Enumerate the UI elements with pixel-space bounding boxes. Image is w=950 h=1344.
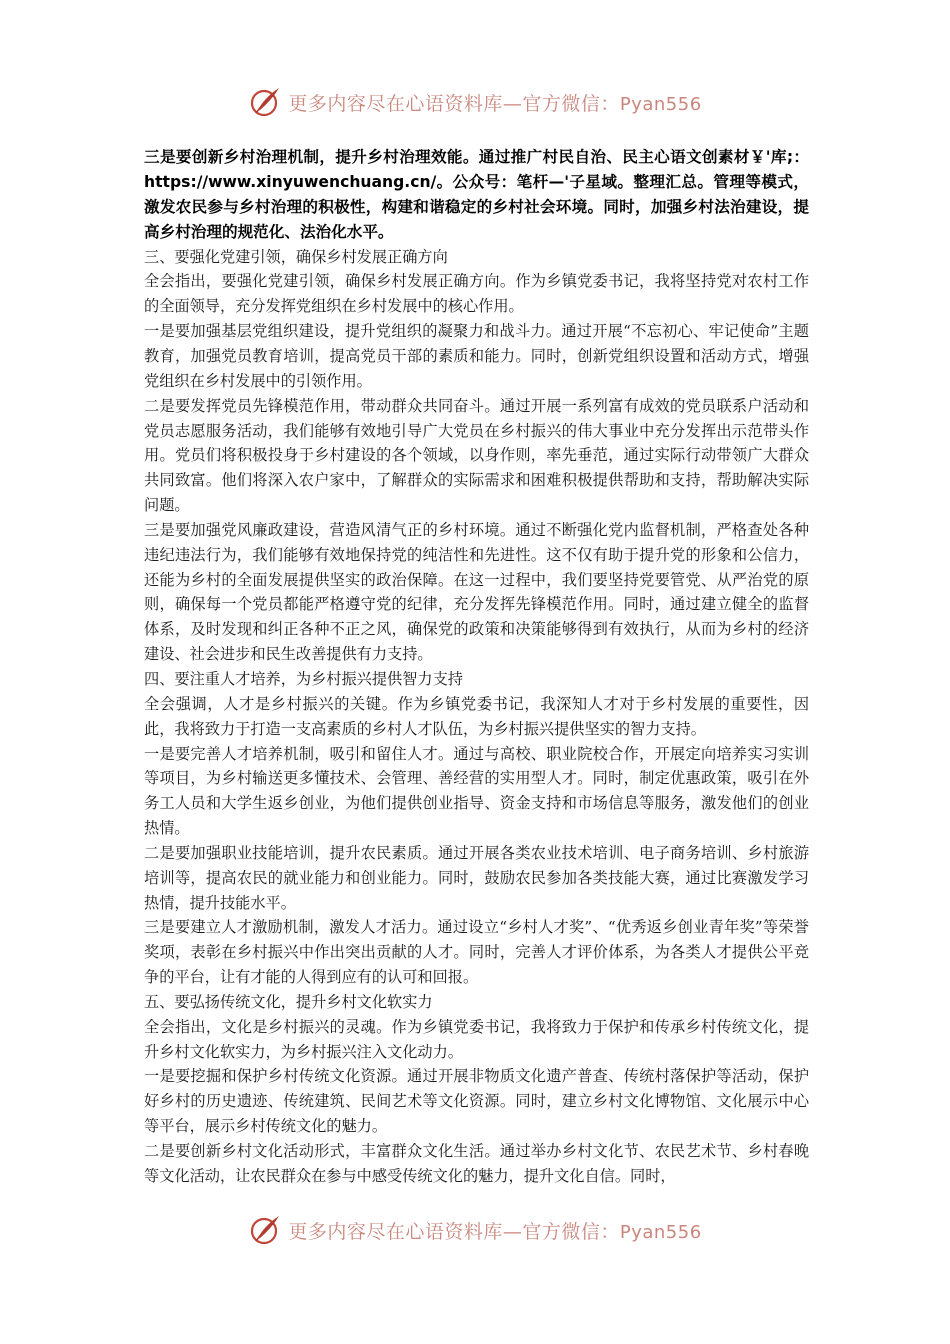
paragraph: 一是要挖掘和保护乡村传统文化资源。通过开展非物质文化遗产普查、传统村落保护等活动，保护好乡村的历史遗迹、传统建筑、民间艺术等文化资源。同时，建立乡村文化博物馆、文化展示中心等平台，展示乡村传统文化的魅力。 [144,1067,809,1136]
paragraph: 全会指出，文化是乡村振兴的灵魂。作为乡镇党委书记，我将致力于保护和传承乡村传统文化，提升乡村文化软实力，为乡村振兴注入文化动力。 [144,1017,809,1061]
paragraph: 三是要创新乡村治理机制，提升乡村治理效能。通过推广村民自治、民主心语文创素材￥'库;：https://www.xinyuwenchuang.cn/。公众号：笔杆—'子星域。整理汇总。管理等模式，激发农民参与乡村治理的积极性，构建和谐稳定的乡村社会环境。同时，加强乡村法治建设，提高乡村治理的规范化、法治化水平。 [144,148,809,241]
section-heading: 五、要弘扬传统文化，提升乡村文化软实力 [144,992,433,1011]
footer-banner [0,1210,950,1250]
paragraph: 二是要加强职业技能培训，提升农民素质。通过开展各类农业技术培训、电子商务培训、乡村旅游培训等，提高农民的就业能力和创业能力。同时，鼓励农民参加各类技能大赛，通过比赛激发学习热情，提升技能水平。 [144,843,809,912]
quill-circle-icon [248,1213,282,1247]
paragraph: 二是要发挥党员先锋模范作用，带动群众共同奋斗。通过开展一系列富有成效的党员联系户活动和党员志愿服务活动，我们能够有效地引导广大党员在乡村振兴的伟大事业中充分发挥出示范带头作用。党员们将积极投身于乡村建设的各个领域，以身作则，率先垂范，通过实际行动带领广大群众共同致富。他们将深入农户家中，了解群众的实际需求和困难积极提供帮助和支持，帮助解决实际问题。 [144,396,809,515]
paragraph: 三是要建立人才激励机制，激发人才活力。通过设立“乡村人才奖”、“优秀返乡创业青年奖”等荣誉奖项，表彰在乡村振兴中作出突出贡献的人才。同时，完善人才评价体系，为各类人才提供公平竞争的平台，让有才能的人得到应有的认可和回报。 [144,918,809,987]
header-banner [0,82,950,122]
section-heading: 四、要注重人才培养，为乡村振兴提供智力支持 [144,669,463,688]
paragraph: 全会强调，人才是乡村振兴的关键。作为乡镇党委书记，我深知人才对于乡村发展的重要性，因此，我将致力于打造一支高素质的乡村人才队伍，为乡村振兴提供坚实的智力支持。 [144,694,809,738]
paragraph: 一是要加强基层党组织建设，提升党组织的凝聚力和战斗力。通过开展“不忘初心、牢记使命”主题教育，加强党员教育培训，提高党员干部的素质和能力。同时，创新党组织设置和活动方式，增强党组织在乡村发展中的引领作用。 [144,322,809,390]
banner-text: 更多内容尽在心语资料库—官方微信：Pyan556 [288,1220,702,1243]
section-heading: 三、要强化党建引领，确保乡村发展正确方向 [144,247,448,266]
paragraph: 三是要加强党风廉政建设，营造风清气正的乡村环境。通过不断强化党内监督机制，严格查处各种违纪违法行为，我们能够有效地保持党的纯洁性和先进性。这不仅有助于提升党的形象和公信力，还能为乡村的全面发展提供坚实的政治保障。在这一过程中，我们要坚持党要管党、从严治党的原则，确保每一个党员都能严格遵守党的纪律，充分发挥先锋模范作用。同时，通过建立健全的监督体系，及时发现和纠正各种不正之风，确保党的政策和决策能够得到有效执行，从而为乡村的经济建设、社会进步和民生改善提供有力支持。 [144,520,809,664]
document-body [144,145,809,1189]
banner-text: 更多内容尽在心语资料库—官方微信：Pyan556 [288,92,702,115]
paragraph: 二是要创新乡村文化活动形式，丰富群众文化生活。通过举办乡村文化节、农民艺术节、乡村春晚等文化活动，让农民群众在参与中感受传统文化的魅力，提升文化自信。同时， [144,1142,809,1185]
paragraph: 一是要完善人才培养机制，吸引和留住人才。通过与高校、职业院校合作，开展定向培养实习实训等项目，为乡村输送更多懂技术、会管理、善经营的实用型人才。同时，制定优惠政策，吸引在外务工人员和大学生返乡创业，为他们提供创业指导、资金支持和市场信息等服务，激发他们的创业热情。 [144,744,809,838]
wechat-handle: Pyan556 [619,93,702,115]
paragraph: 全会指出，要强化党建引领，确保乡村发展正确方向。作为乡镇党委书记，我将坚持党对农村工作的全面领导，充分发挥党组织在乡村发展中的核心作用。 [144,272,809,316]
quill-circle-icon [248,85,282,119]
wechat-handle: Pyan556 [619,1221,702,1243]
